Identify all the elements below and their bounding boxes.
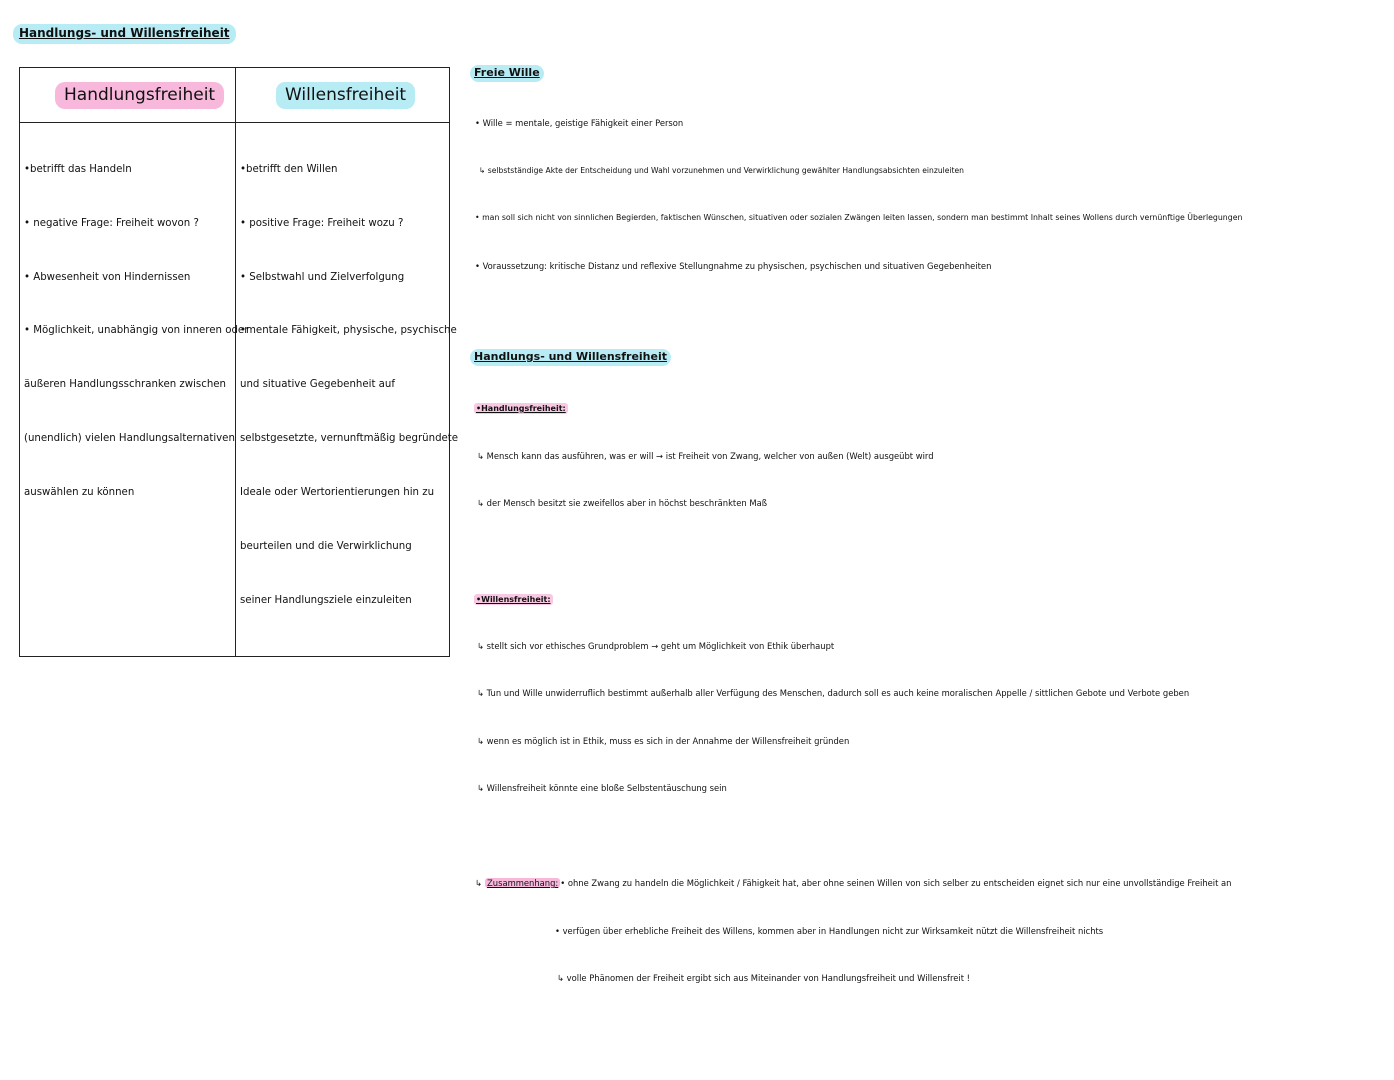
summary-line <box>475 878 1232 888</box>
right-line: •betrifft den Willen <box>240 164 338 175</box>
right-line: •mentale Fähigkeit, physische, psychische <box>240 325 457 336</box>
right-line: • positive Frage: Freiheit wozu ? <box>240 218 404 229</box>
handlung-line: ↳ Mensch kann das ausführen, was er will → ist Freiheit von Zwang, welcher von außen (Welt) ausgeübt wird <box>477 451 934 461</box>
right-line: • Selbstwahl und Zielverfolgung <box>240 272 405 283</box>
arrow-icon: ↳ <box>475 878 483 888</box>
willen-line: ↳ Tun und Wille unwiderruflich bestimmt außerhalb aller Verfügung des Menschen, dadurch soll es auch keine moralischen Appelle / sittlichen Gebote und Verbote geben <box>477 688 1190 698</box>
right-line: seiner Handlungsziele einzuleiten <box>240 595 412 606</box>
summary-text: • ohne Zwang zu handeln die Möglichkeit / Fähigkeit hat, aber ohne seinen Willen von sich selber zu entscheiden eignet sich nur eine unvollständige Freiheit an <box>560 878 1232 888</box>
freie-wille-line: • man soll sich nicht von sinnlichen Begierden, faktischen Wünschen, situativen oder sozialen Zwängen leiten lassen, sondern man bestimmt Inhalt seines Wollens durch vernünftige Überlegungen <box>475 213 1243 222</box>
summary-detail-line: • verfügen über erhebliche Freiheit des Willens, kommen aber in Handlungen nicht zur Wirksamkeit nützt die Willensfreiheit nichts <box>555 926 1104 936</box>
right-line: selbstgesetzte, vernunftmäßig begründete <box>240 433 459 444</box>
left-line: • negative Frage: Freiheit wovon ? <box>24 218 199 229</box>
right-line: Ideale oder Wertorientierungen hin zu <box>240 487 435 498</box>
table-divider-vertical <box>235 68 236 656</box>
subheading-handlungsfreiheit: •Handlungsfreiheit: <box>476 404 566 413</box>
left-line: • Abwesenheit von Hindernissen <box>24 272 191 283</box>
subheading-willensfreiheit: •Willensfreiheit: <box>476 595 551 604</box>
header-willensfreiheit: Willensfreiheit <box>276 82 415 109</box>
summary-label: Zusammenhang: <box>487 878 559 888</box>
left-line: auswählen zu können <box>24 487 135 498</box>
left-line: (unendlich) vielen Handlungsalternativen <box>24 433 235 444</box>
freie-wille-line: • Voraussetzung: kritische Distanz und reflexive Stellungnahme zu physischen, psychischen und situativen Gegebenheiten <box>475 261 992 271</box>
willen-line: ↳ Willensfreiheit könnte eine bloße Selbstentäuschung sein <box>477 783 727 793</box>
heading-freie-wille: Freie Wille <box>470 65 544 82</box>
left-line: •betrifft das Handeln <box>24 164 132 175</box>
willen-line: ↳ wenn es möglich ist in Ethik, muss es sich in der Annahme der Willensfreiheit gründen <box>477 736 850 746</box>
right-line: und situative Gegebenheit auf <box>240 379 395 390</box>
left-line: äußeren Handlungsschranken zwischen <box>24 379 227 390</box>
left-line: • Möglichkeit, unabhängig von inneren oder <box>24 325 249 336</box>
summary-detail-line: ↳ volle Phänomen der Freiheit ergibt sich aus Miteinander von Handlungsfreiheit und Willensfreit ! <box>557 973 971 983</box>
freie-wille-line: ↳ selbstständige Akte der Entscheidung und Wahl vorzunehmen und Verwirklichung gewählter Handlungsabsichten einzuleiten <box>479 166 964 175</box>
header-handlungsfreiheit: Handlungsfreiheit <box>55 82 224 109</box>
willen-line: ↳ stellt sich vor ethisches Grundproblem → geht um Möglichkeit von Ethik überhaupt <box>477 641 835 651</box>
heading-handlungs-und-willensfreiheit: Handlungs- und Willensfreiheit <box>470 349 671 366</box>
freie-wille-line: • Wille = mentale, geistige Fähigkeit einer Person <box>475 118 684 128</box>
table-divider-horizontal <box>20 122 449 123</box>
handlung-line: ↳ der Mensch besitzt sie zweifellos aber in höchst beschränkten Maß <box>477 498 767 508</box>
page-title: Handlungs- und Willensfreiheit <box>13 24 236 44</box>
comparison-table <box>19 67 459 657</box>
right-line: beurteilen und die Verwirklichung <box>240 541 412 552</box>
